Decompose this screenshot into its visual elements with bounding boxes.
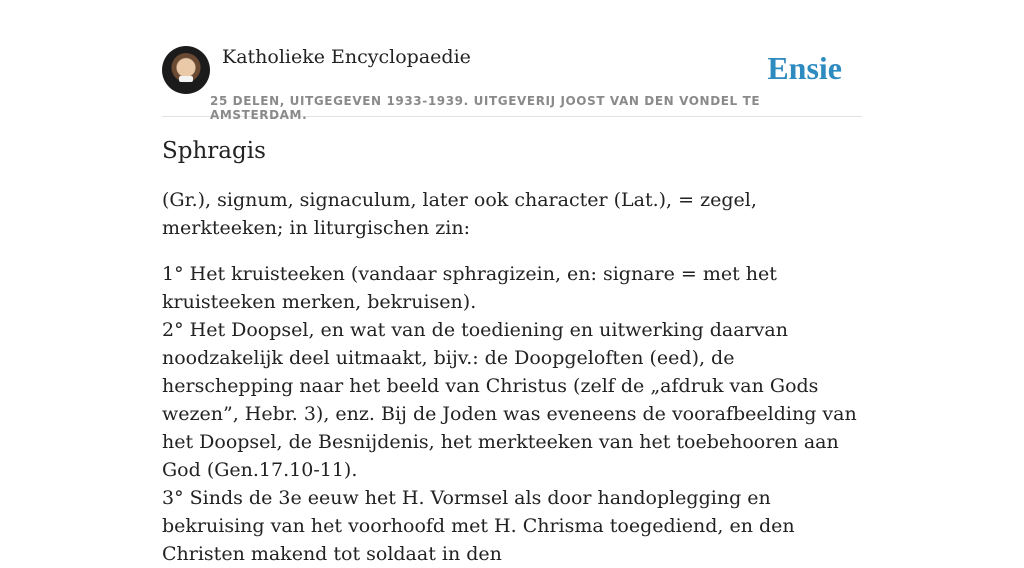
article xyxy=(162,138,862,568)
source-header xyxy=(162,46,862,122)
avatar-collar xyxy=(179,76,193,82)
list-item: 2° Het Doopsel, en wat van de toediening en uitwerking daarvan noodzakelijk deel uitmaakt, bijv.: de Doopgeloften (eed), de herschepping naar het beeld van Christus (zelf de „afdruk van Gods wezen”, Hebr. 3), enz. Bij de Joden was eveneens de voorafbeelding van het Doopsel, de Besnijdenis, het merkteeken van het toebehooren aan God (Gen.17.10-11). xyxy=(162,319,857,481)
list-item: 3° Sinds de 3e eeuw het H. Vormsel als door handoplegging en bekruising van het voorhoofd met H. Chrisma toegediend, en den Christen makend tot soldaat in den xyxy=(162,487,795,565)
source-title-link[interactable]: Katholieke Encyclopaedie xyxy=(222,46,471,68)
source-avatar[interactable] xyxy=(162,46,210,94)
article-title: Sphragis xyxy=(162,138,266,164)
ensie-logo[interactable]: Ensie xyxy=(767,50,842,86)
list-item: 1° Het kruisteeken (vandaar sphragizein, en: signare = met het kruisteeken merken, bekruisen). xyxy=(162,263,777,313)
source-subtitle: 25 DELEN, UITGEGEVEN 1933-1939. UITGEVERIJ JOOST VAN DEN VONDEL TE AMSTERDAM. xyxy=(210,94,761,122)
article-intro: (Gr.), signum, signaculum, later ook character (Lat.), = zegel, merkteeken; in liturgischen zin: xyxy=(162,189,757,239)
